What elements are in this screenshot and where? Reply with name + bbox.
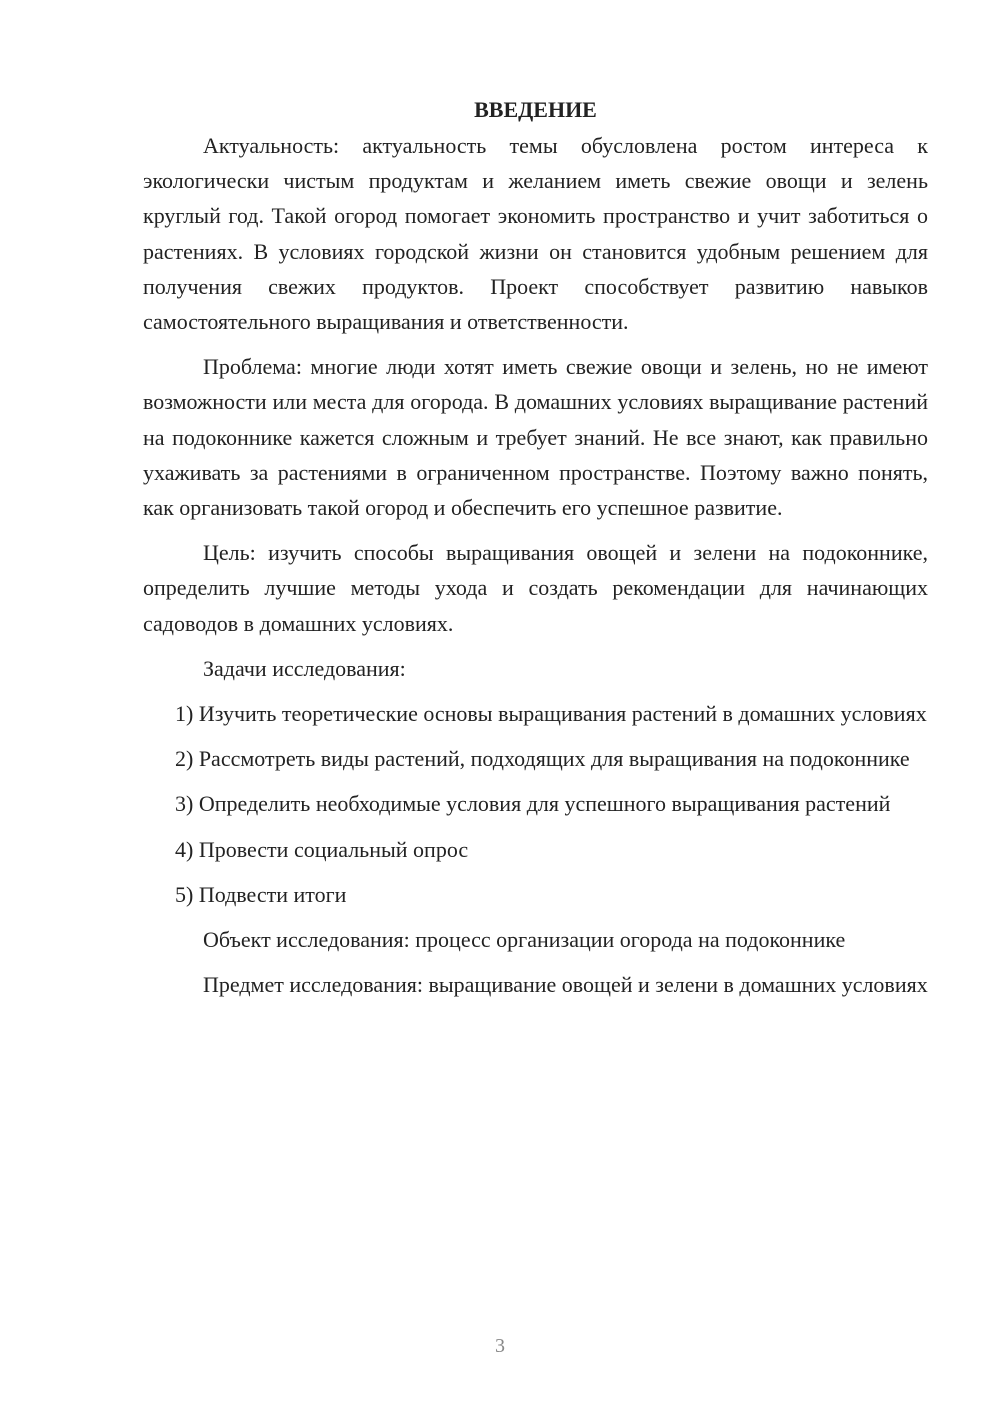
task-item-1: 1) Изучить теоретические основы выращивания растений в домашних условиях (175, 701, 927, 727)
relevance-paragraph: Актуальность: актуальность темы обусловлена ростом интереса к экологически чистым продуктам и желанием иметь свежие овощи и зелень круглый год. Такой огород помогает экономить пространство и учит заботиться о растениях. В условиях городской жизни он становится удобным решением для получения свежих продуктов. Проект способствует развитию навыков самостоятельного выращивания и ответственности. (143, 133, 928, 335)
problem-paragraph: Проблема: многие люди хотят иметь свежие овощи и зелень, но не имеют возможности или места для огорода. В домашних условиях выращивание растений на подоконнике кажется сложным и требует знаний. Не все знают, как правильно ухаживать за растениями в ограниченном пространстве. Поэтому важно понять, как организовать такой огород и обеспечить его успешное развитие. (143, 354, 928, 521)
page-title: ВВЕДЕНИЕ (474, 97, 597, 122)
task-item-2: 2) Рассмотреть виды растений, подходящих для выращивания на подоконнике (175, 746, 910, 772)
goal-paragraph: Цель: изучить способы выращивания овощей и зелени на подоконнике, определить лучшие методы ухода и создать рекомендации для начинающих садоводов в домашних условиях. (143, 540, 928, 636)
subject-paragraph: Предмет исследования: выращивание овощей и зелени в домашних условиях (203, 972, 928, 998)
object-paragraph: Объект исследования: процесс организации огорода на подоконнике (203, 927, 846, 953)
task-item-4: 4) Провести социальный опрос (175, 836, 469, 862)
document-page (143, 92, 928, 1002)
task-item-5: 5) Подвести итоги (175, 881, 347, 907)
page-number: 3 (495, 1335, 505, 1357)
tasks-title: Задачи исследования: (203, 655, 406, 681)
task-item-3: 3) Определить необходимые условия для успешного выращивания растений (175, 791, 891, 817)
